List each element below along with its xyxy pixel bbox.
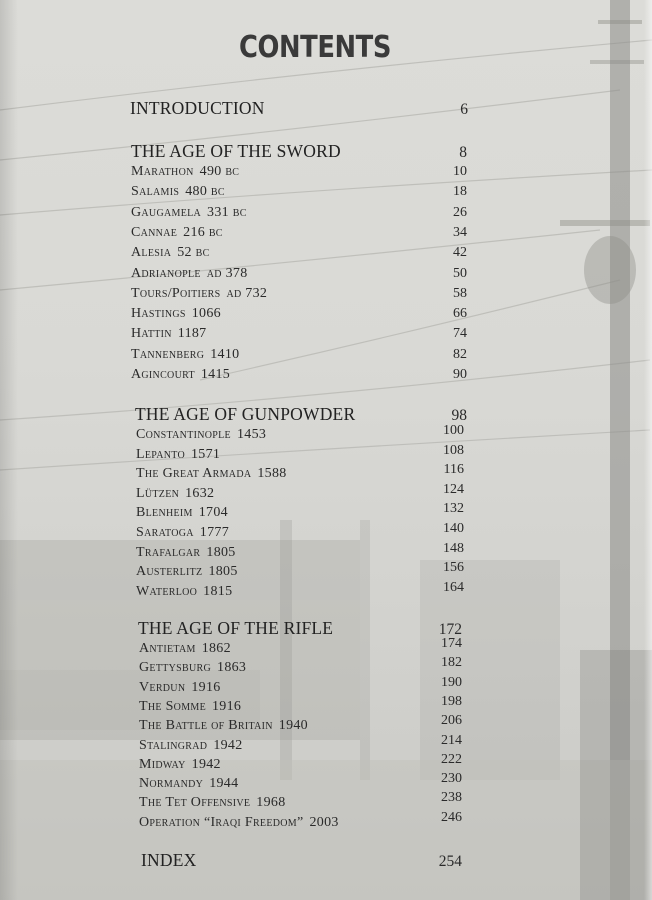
battle-name: Austerlitz [136,564,203,580]
toc-entry [139,674,462,696]
entry-title [136,545,236,561]
toc-entry [131,367,467,383]
battle-year: 1410 [210,346,240,362]
entry-title [139,641,231,657]
battle-year: 1863 [217,660,247,676]
entry-title [136,564,238,580]
binding-shadow [0,0,18,900]
battle-name: Alesia [131,245,172,261]
entry-title [131,164,239,180]
battle-name: Waterloo [136,583,198,599]
battle-year: 1805 [206,544,236,560]
battle-year: 1066 [191,306,221,322]
index-label: INDEX [141,850,197,870]
battle-year: 1942 [213,737,243,753]
entry-page: 82 [453,346,467,362]
entry-title [136,525,229,541]
battle-year: 480 bc [185,184,225,200]
battle-year: 1805 [208,564,238,580]
toc-entry [131,245,467,261]
battle-year: 1588 [257,466,287,482]
entry-title [131,184,225,200]
toc-index [141,850,462,871]
entry-page: 198 [441,694,462,710]
toc-entry [136,521,464,541]
section-page: 8 [459,144,467,161]
battle-name: The Great Armada [136,466,252,482]
battle-year: 2003 [309,814,339,830]
battle-year: 1632 [185,485,215,501]
entry-title [136,486,214,502]
battle-year: ad 732 [226,285,268,301]
entry-title [136,505,228,521]
section-title: THE AGE OF THE SWORD [131,141,341,161]
entry-page: 206 [441,713,462,729]
battle-name: Antietam [139,641,196,656]
entry-title [131,266,248,282]
battle-year: 1187 [177,326,207,342]
battle-name: Adrianople [131,265,201,281]
entry-page: 246 [441,809,462,825]
toc-entry [139,732,462,754]
battle-name: Gettysburg [139,660,212,676]
entry-page: 132 [443,501,464,517]
entry-title [131,347,239,363]
index-page: 254 [438,853,462,870]
entry-page: 58 [453,285,467,301]
toc-entry [139,751,462,773]
entry-page: 90 [453,367,467,382]
entry-page: 124 [443,481,464,497]
section-page: 172 [438,621,462,638]
battle-name: Gaugamela [131,204,202,220]
section-heading-rifle [138,618,462,639]
toc-entry [131,184,467,200]
entry-page: 10 [453,164,467,179]
entry-title [136,427,266,443]
battle-name: Salamis [131,184,180,200]
entry-page: 174 [441,636,462,652]
battle-year: 1942 [191,756,221,772]
entry-page: 108 [443,442,464,458]
entry-title [139,660,246,676]
entry-title [131,286,267,302]
entry-page: 148 [443,540,464,556]
entry-page: 74 [453,326,467,342]
entry-title [131,306,221,322]
battle-name: Agincourt [131,367,195,382]
entry-title [131,225,223,241]
entry-title [136,447,220,463]
battle-year: 1815 [203,583,233,599]
battle-name: Marathon [131,164,194,179]
toc-entry [139,790,462,811]
battle-name: Blenheim [136,505,193,521]
entry-title [139,815,339,831]
entry-page: 34 [453,224,467,240]
toc-entry [136,423,464,443]
battle-year: 1944 [209,776,239,792]
toc-entry [139,694,462,715]
toc-entry [139,771,462,792]
entry-title [139,718,308,734]
entry-page: 66 [453,306,467,322]
entry-title [131,245,210,261]
toc-entry [136,442,464,463]
entry-page: 214 [441,732,462,748]
section-heading-sword [131,141,467,162]
battle-name: Trafalgar [136,544,201,560]
entry-title [131,205,247,221]
toc-entry [131,347,467,363]
battle-name: Hastings [131,306,186,322]
entry-page: 182 [441,655,462,671]
battle-year: 1968 [256,795,286,811]
battle-name: Lepanto [136,446,185,462]
entry-title [136,584,232,600]
battle-name: Midway [139,756,186,772]
entry-title [139,738,243,754]
battle-year: 1940 [278,718,308,734]
entry-page: 156 [443,560,464,576]
toc-entry [131,266,467,282]
toc-entry [139,655,462,676]
battle-name: Stalingrad [139,737,208,753]
toc-entry [136,501,464,521]
entry-page: 50 [453,265,467,281]
battle-name: Tannenberg [131,346,205,362]
toc-entry [131,326,467,342]
entry-title [131,326,206,342]
entry-page: 222 [441,751,462,767]
toc-entry [136,579,464,600]
toc-entry [139,809,462,831]
entry-title [139,680,221,696]
battle-year: 1862 [201,641,231,656]
entry-page: 238 [441,790,462,806]
battle-year: 1777 [199,525,229,540]
battle-year: 1916 [191,679,221,695]
battle-name: The Somme [139,698,206,714]
battle-year: 1571 [191,446,221,462]
toc-entry [131,306,467,322]
battle-year: ad 378 [206,265,248,281]
section-page: 98 [451,407,467,424]
entry-title [139,795,286,811]
battle-name: Hattin [131,326,172,342]
entry-page: 190 [441,674,462,690]
battle-name: Lützen [136,485,180,501]
entry-page: 26 [453,204,467,220]
battle-year: 1453 [236,427,267,442]
battle-name: Tours/Poitiers [131,285,221,301]
battle-name: Saratoga [136,525,194,540]
battle-year: 52 bc [177,245,210,261]
battle-year: 1415 [200,367,231,382]
toc-entry [139,636,462,657]
page-edge [644,0,652,900]
toc-entry [131,225,467,241]
entry-title [136,466,287,482]
entry-page: 100 [443,423,464,438]
battle-name: Constantinople [136,427,231,442]
battle-year: 490 bc [199,164,240,179]
toc-entry [131,286,467,302]
entry-page: 42 [453,245,467,261]
battle-name: The Tet Offensive [139,795,251,811]
toc-entry [131,205,467,221]
toc-entry [136,462,464,482]
toc-entry [136,540,464,561]
entry-page: 116 [443,462,464,478]
introduction-label: INTRODUCTION [130,98,265,118]
battle-name: Operation “Iraqi Freedom” [139,814,304,830]
battle-year: 216 bc [183,224,223,240]
toc-entry [136,560,464,580]
section-heading-gunpowder [135,404,467,425]
battle-name: Cannae [131,224,178,240]
entry-page: 18 [453,184,467,200]
entry-page: 164 [443,579,464,595]
toc-introduction [130,98,468,119]
toc-entry [136,481,464,502]
battle-name: The Battle of Britain [139,718,273,734]
toc-entry [139,713,462,734]
toc-entry [131,164,467,180]
entry-title [139,776,238,792]
battle-name: Verdun [139,679,186,695]
section-title: THE AGE OF GUNPOWDER [135,404,356,424]
entry-title [139,757,221,773]
entry-title [131,367,230,383]
battle-year: 1704 [198,505,228,521]
section-title: THE AGE OF THE RIFLE [138,618,334,638]
entry-page: 230 [441,771,462,787]
entry-page: 140 [443,521,464,536]
page-title: CONTENTS [238,30,392,65]
battle-name: Normandy [139,776,204,792]
battle-year: 1916 [211,698,242,714]
battle-year: 331 bc [207,204,247,220]
introduction-page: 6 [460,101,468,118]
entry-title [139,699,241,715]
